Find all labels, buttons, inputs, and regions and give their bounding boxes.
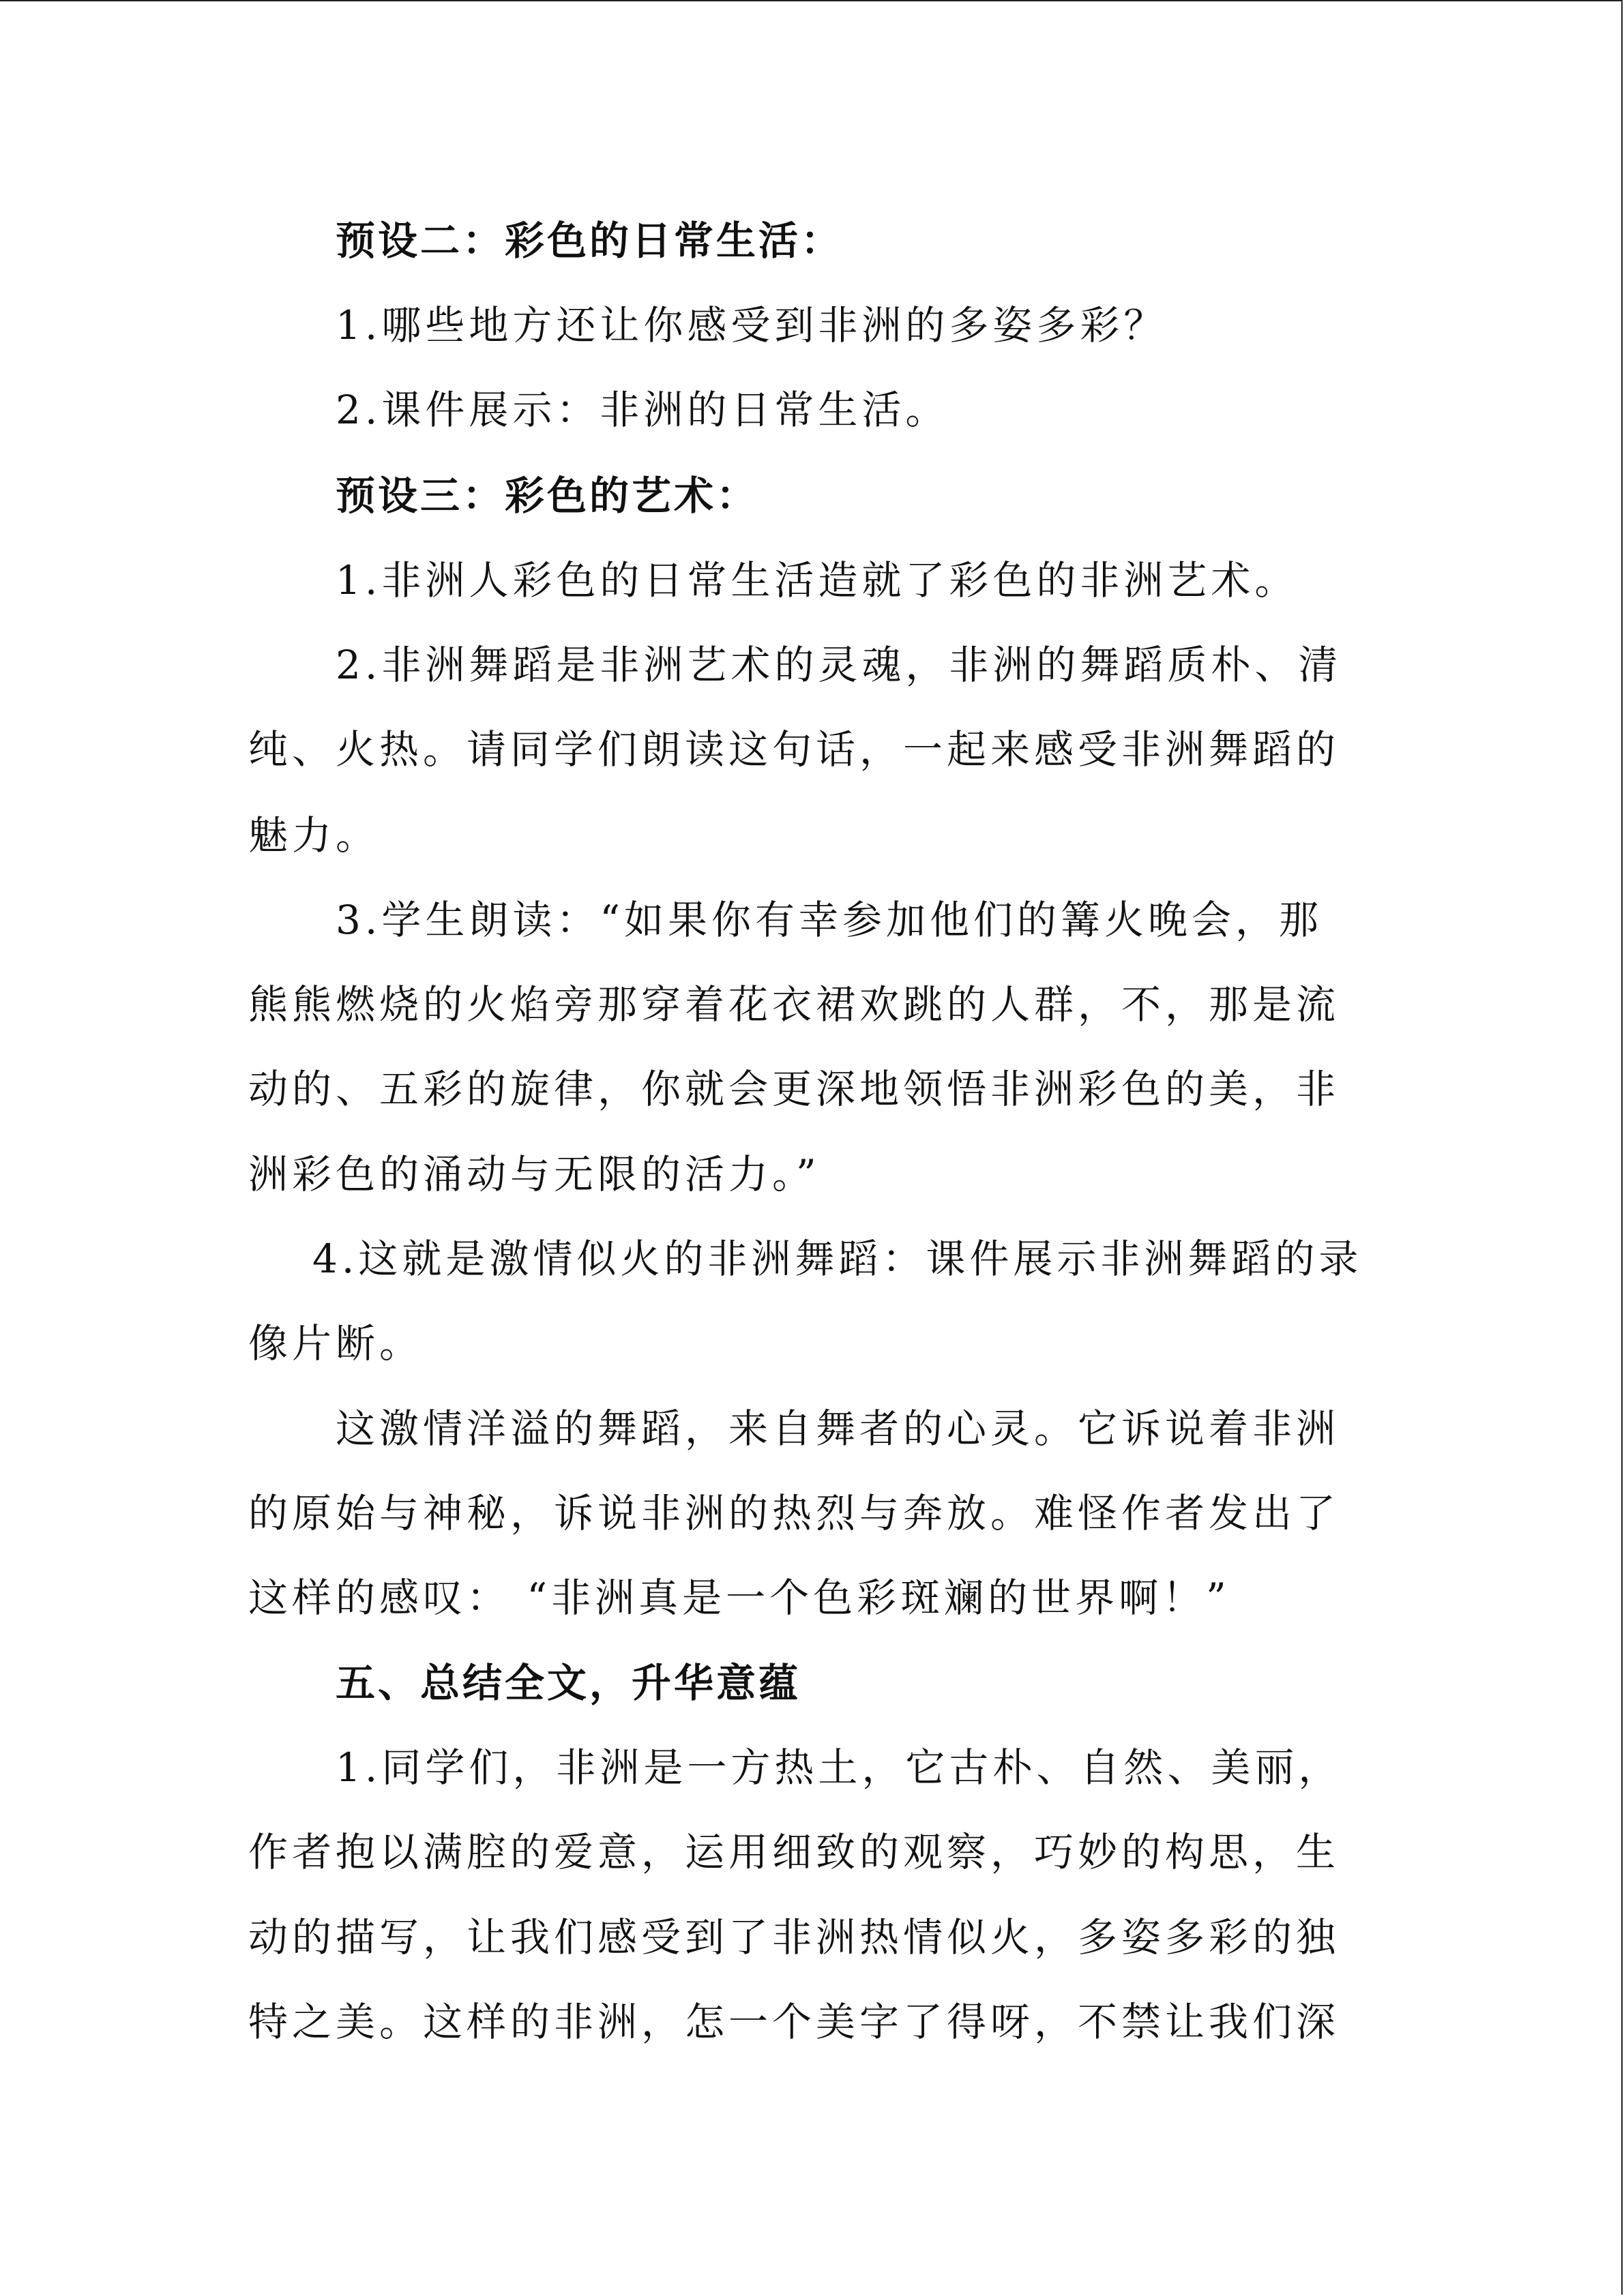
paragraph-line: 1.同学们，非洲是一方热土，它古朴、自然、美丽， [336,1744,1342,1791]
paragraph-line: 这样的感叹： “非洲真是一个色彩斑斓的世界啊！” [248,1575,1230,1621]
paragraph-line: 魅力。 [248,812,380,859]
paragraph-line: 纯、火热。请同学们朗读这句话，一起来感受非洲舞蹈的 [248,726,1340,773]
heading-section-five: 五、总结全文，升华意蕴 [336,1660,801,1706]
paragraph-line: 的原始与神秘，诉说非洲的热烈与奔放。难怪作者发出了 [248,1490,1340,1536]
paragraph-line: 动的、五彩的旋律，你就会更深地领悟非洲彩色的美，非 [248,1066,1340,1112]
paragraph-line: 像片断。 [248,1320,424,1367]
heading-preset-two: 预设二：彩色的日常生活： [336,218,844,264]
paragraph-line: 洲彩色的涌动与无限的活力。” [248,1151,821,1197]
paragraph-line: 1.哪些地方还让你感受到非洲的多姿多彩？ [336,302,1168,348]
heading-preset-three: 预设三：彩色的艺术： [336,473,759,519]
paragraph-line: 动的描写，让我们感受到了非洲热情似火，多姿多彩的独 [248,1914,1340,1960]
paragraph-line: 1.非洲人彩色的日常生活造就了彩色的非洲艺术。 [336,557,1299,603]
paragraph-line: 这激情洋溢的舞蹈，来自舞者的心灵。它诉说着非洲 [336,1405,1340,1452]
paragraph-line: 特之美。这样的非洲，怎一个美字了得呀，不禁让我们深 [248,1999,1340,2045]
paragraph-line: 3.学生朗读：“如果你有幸参加他们的篝火晚会，那 [336,897,1323,943]
paragraph-line: 2.课件展示：非洲的日常生活。 [336,387,949,433]
paragraph-line: 熊熊燃烧的火焰旁那穿着花衣裙欢跳的人群，不，那是流 [248,981,1340,1028]
paragraph-line: 作者抱以满腔的爱意，运用细致的观察，巧妙的构思，生 [248,1829,1340,1875]
paragraph-line: 4.这就是激情似火的非洲舞蹈：课件展示非洲舞蹈的录 [312,1236,1363,1282]
paragraph-line: 2.非洲舞蹈是非洲艺术的灵魂，非洲的舞蹈质朴、清 [336,642,1342,688]
